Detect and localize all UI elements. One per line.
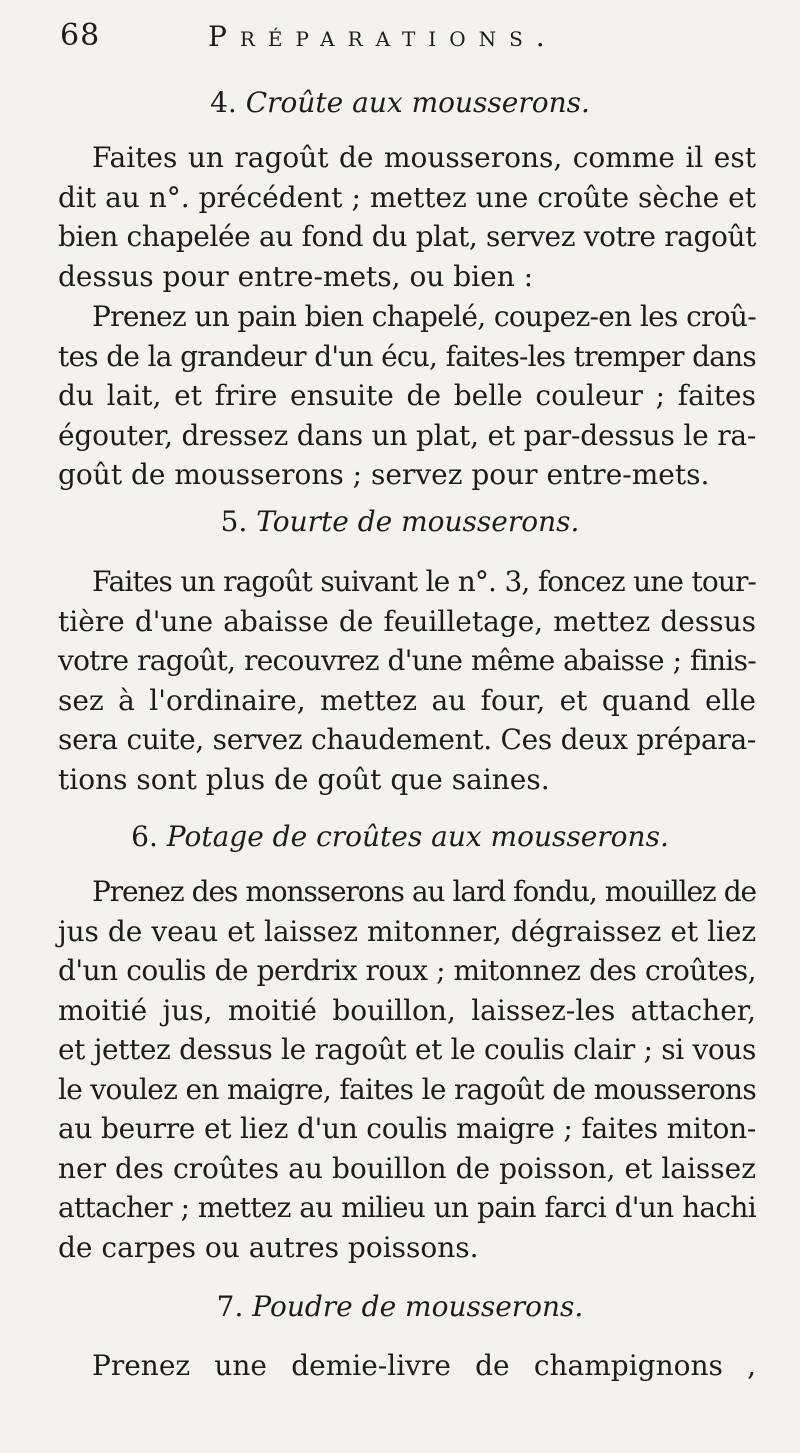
text-line: votre ragoût, recouvrez d'une même abaisse ; finis- bbox=[58, 644, 756, 677]
text-line: du lait, et frire ensuite de belle couleur ; faites bbox=[58, 379, 756, 412]
text-line: dit au n°. précédent ; mettez une croûte sèche et bbox=[58, 180, 756, 214]
text-line: bien chapelée au fond du plat, servez votre ragoût bbox=[58, 220, 756, 253]
text-line: tière d'une abaisse de feuilletage, mettez dessus bbox=[58, 604, 756, 638]
text-line: tes de la grandeur d'un écu, faites-les tremper dans bbox=[58, 339, 756, 373]
text-line: attacher ; mettez au milieu un pain farci d'un hachi bbox=[58, 1191, 756, 1224]
paragraph bbox=[58, 138, 756, 296]
text-line: de carpes ou autres poissons. bbox=[58, 1230, 479, 1264]
section-title: Croûte aux mousserons. bbox=[245, 86, 590, 119]
section-number: 6. bbox=[131, 820, 158, 853]
running-header bbox=[60, 18, 760, 58]
section-title: Tourte de mousserons. bbox=[256, 505, 580, 538]
section-heading bbox=[0, 1290, 800, 1323]
text-line: Faites un ragoût suivant le n°. 3, foncez une tour- bbox=[92, 565, 756, 598]
section-title: Poudre de mousserons. bbox=[252, 1290, 584, 1323]
running-title: Préparations. bbox=[208, 20, 558, 53]
text-line: goût de mousserons ; servez pour entre-mets. bbox=[58, 458, 710, 491]
text-line: dessus pour entre-mets, ou bien : bbox=[58, 259, 534, 293]
text-line: d'un coulis de perdrix roux ; mitonnez des croûtes, bbox=[58, 954, 756, 987]
section-number: 4. bbox=[210, 86, 237, 119]
section-heading bbox=[0, 505, 800, 538]
text-line: sera cuite, servez chaudement. Ces deux prépara- bbox=[58, 723, 756, 756]
paragraph bbox=[58, 1346, 756, 1386]
text-line: moitié jus, moitié bouillon, laissez-les attacher, bbox=[58, 993, 756, 1027]
text-line: Prenez une demie-livre de champignons , bbox=[92, 1349, 756, 1382]
text-line: égouter, dressez dans un plat, et par-dessus le ra- bbox=[58, 418, 757, 452]
text-line: et jettez dessus le ragoût et le coulis clair ; si vous bbox=[58, 1033, 756, 1066]
text-line: au beurre et liez d'un coulis maigre ; faites miton- bbox=[58, 1112, 756, 1145]
page-number: 68 bbox=[60, 18, 101, 53]
section-title: Potage de croûtes aux mousserons. bbox=[166, 820, 669, 853]
section-heading bbox=[0, 820, 800, 853]
text-line: ner des croûtes au bouillon de poisson, et laissez bbox=[58, 1151, 756, 1185]
text-line: sez à l'ordinaire, mettez au four, et quand elle bbox=[58, 683, 756, 717]
paragraph bbox=[58, 297, 756, 495]
text-line: Prenez un pain bien chapelé, coupez-en les croû- bbox=[92, 300, 756, 333]
section-number: 7. bbox=[216, 1290, 244, 1323]
paragraph bbox=[58, 872, 756, 1267]
section-number: 5. bbox=[220, 505, 248, 538]
paragraph bbox=[58, 562, 756, 799]
text-line: Prenez des monsserons au lard fondu, mouillez de bbox=[92, 875, 756, 908]
text-line: jus de veau et laissez mitonner, dégraissez et liez bbox=[58, 914, 756, 948]
text-line: le voulez en maigre, faites le ragoût de mousserons bbox=[58, 1072, 756, 1106]
text-line: tions sont plus de goût que saines. bbox=[58, 762, 550, 796]
section-heading bbox=[0, 86, 800, 119]
text-line: Faites un ragoût de mousserons, comme il est bbox=[92, 141, 756, 174]
